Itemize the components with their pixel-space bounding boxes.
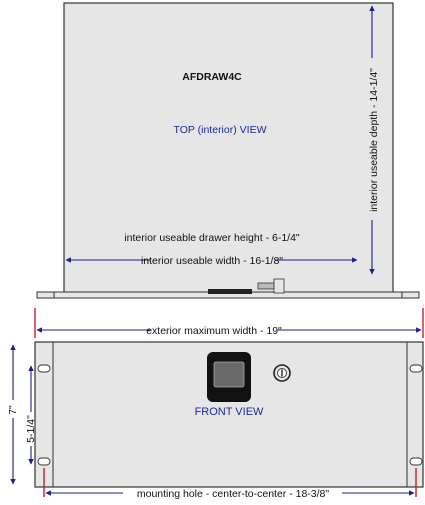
interior-width-label: interior useable width - 16-1/8" xyxy=(140,255,284,267)
height-label: 7" xyxy=(7,405,19,415)
drawer-top-outline xyxy=(64,3,393,296)
latch-cam xyxy=(258,283,274,289)
mount-slot-top-left xyxy=(38,365,50,372)
exterior-width-label: exterior maximum width - 19" xyxy=(146,325,282,337)
latch-block xyxy=(208,289,252,294)
model-label: AFDRAW4C xyxy=(182,71,242,83)
latch-knob xyxy=(274,279,284,293)
mount-slot-top-right xyxy=(410,365,422,372)
interior-height-label: interior useable drawer height - 6-1/4" xyxy=(124,232,300,244)
interior-depth-label: interior useable depth - 14-1/4" xyxy=(368,68,380,212)
handle-window xyxy=(214,362,244,387)
mounting-label: mounting hole - center-to-center - 18-3/8" xyxy=(136,488,330,500)
inner-height-label: 5-1/4" xyxy=(25,415,37,443)
mount-slot-bottom-left xyxy=(38,458,50,465)
mount-slot-bottom-right xyxy=(410,458,422,465)
top-view-label: TOP (interior) VIEW xyxy=(173,124,267,136)
front-view-label: FRONT VIEW xyxy=(194,406,264,418)
